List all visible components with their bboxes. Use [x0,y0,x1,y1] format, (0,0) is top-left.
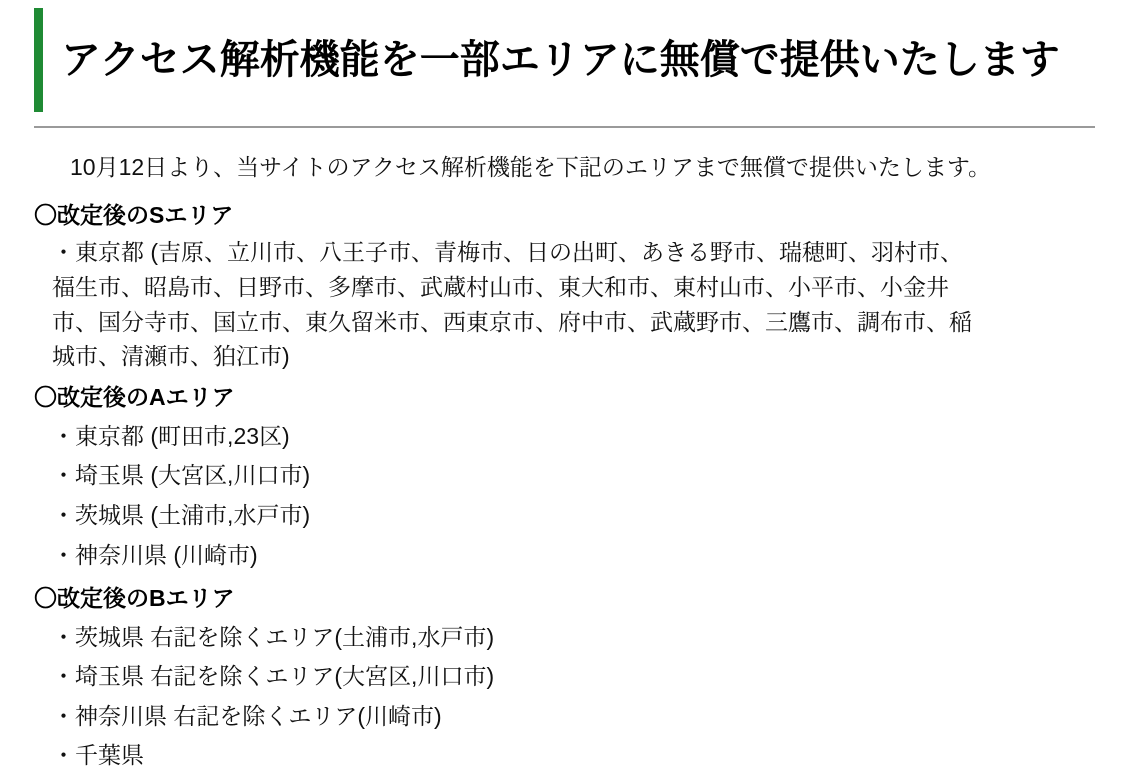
list-item: ・東京都 (町田市,23区) [52,422,290,449]
title-accent-bar [34,8,43,112]
list-item: ・神奈川県 右記を除くエリア(川崎市) [52,702,442,729]
section-heading-a-area: 〇改定後のAエリア [34,384,235,411]
title-block [34,0,1095,128]
list-item: ・千葉県 [52,742,144,769]
list-item: ・茨城県 右記を除くエリア(土浦市,水戸市) [52,623,495,650]
list-item: ・神奈川県 (川崎市) [52,541,258,568]
list-item: ・茨城県 (土浦市,水戸市) [52,502,311,528]
section-heading-s-area: 〇改定後のSエリア [34,202,234,229]
page-title: アクセス解析機能を一部エリアに無償で提供いたします [61,37,1060,82]
section-heading-b-area: 〇改定後のBエリア [34,585,235,612]
lead-paragraph: 10月12日より、当サイトのアクセス解析機能を下記のエリアまで無償で提供いたします。 [70,153,992,180]
title-row [34,8,1095,112]
list-item: ・埼玉県 (大宮区,川口市) [52,462,311,489]
document-body [34,128,1095,776]
section-body-s-area: ・東京都 (吉原、立川市、八王子市、青梅市、日の出町、あきる野市、瑞穂町、羽村市、福生市、昭島市、日野市、多摩市、武蔵村山市、東大和市、東村山市、小平市、小金井市、国分寺市、国立市、東久留米市、西東京市、府中市、武蔵野市、三鷹市、調布市、稲城市、清瀬市、狛江市) [52,238,972,370]
list-item: ・埼玉県 右記を除くエリア(大宮区,川口市) [52,663,495,690]
